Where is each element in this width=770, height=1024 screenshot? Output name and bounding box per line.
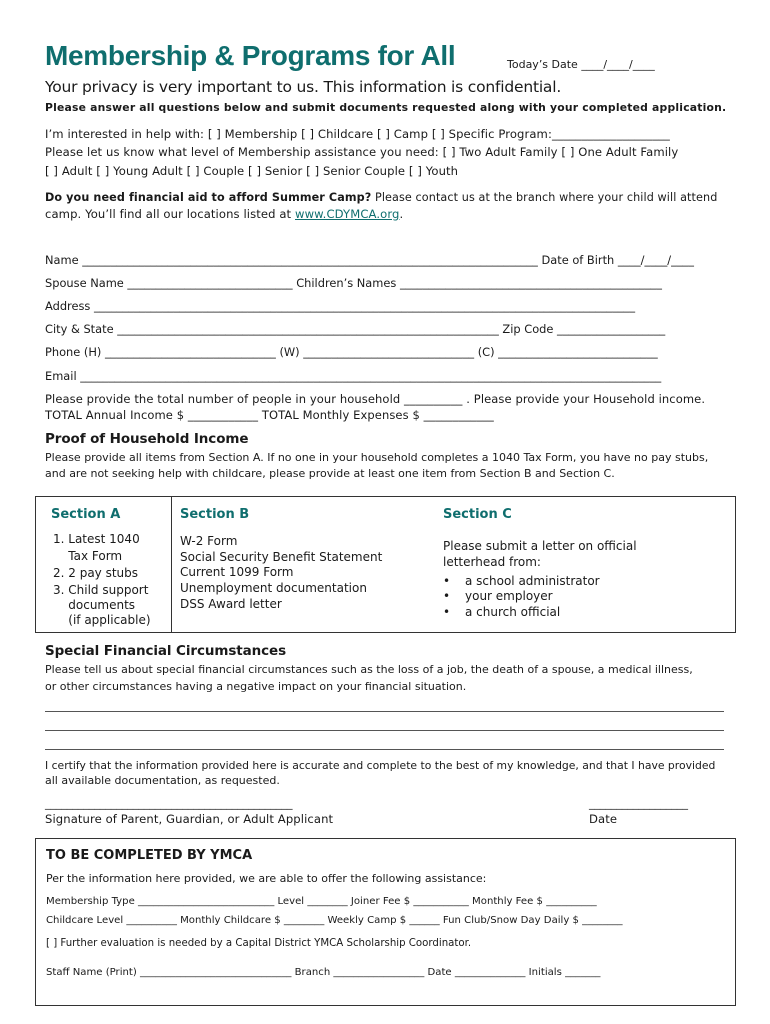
further-evaluation-checkbox[interactable]: [ ] Further evaluation is needed by a Capital District YMCA Scholarship Coordinator. [46,938,472,949]
camp-question-text: Please contact us at the branch where your child will attend [371,191,718,204]
ymca-row-2[interactable]: Childcare Level __________ Monthly Childcare $ ________ Weekly Camp $ ______ Fun Club/Snow Day Daily $ ________ [46,915,623,926]
todays-date-field[interactable]: Today’s Date ____/____/____ [507,58,655,71]
signature-label: Signature of Parent, Guardian, or Adult Applicant [45,812,334,826]
special-answer-line[interactable] [45,749,724,750]
email-field[interactable]: Email ______________________________________________________________________________________________________ [45,369,662,383]
bullet-icon: • [443,589,451,603]
section-a-item: documents [53,598,136,612]
section-c-item-label: a school administrator [465,574,600,588]
section-a-item: 1. Latest 1040 [53,532,140,546]
ymca-row-1[interactable]: Membership Type ___________________________ Level ________ Joiner Fee $ ___________ Monthly Fee $ __________ [46,896,597,907]
section-c-item-label: your employer [465,589,553,603]
special-text-2: or other circumstances having a negative impact on your financial situation. [45,680,467,693]
instructions: Please answer all questions below and submit documents requested along with your completed application. [45,101,727,114]
spouse-field[interactable]: Spouse Name _____________________________ Children’s Names ______________________________________________ [45,276,662,290]
ymca-intro: Per the information here provided, we are able to offer the following assistance: [46,872,487,885]
section-b-item: Social Security Benefit Statement [180,550,383,564]
address-field[interactable]: Address _______________________________________________________________________________________________ [45,299,636,313]
interest-line[interactable]: I’m interested in help with: [ ] Membership [ ] Childcare [ ] Camp [ ] Specific Program:____________________ [45,127,670,141]
privacy-statement: Your privacy is very important to us. This information is confidential. [45,78,562,96]
camp-locations-end: . [399,207,404,221]
certify-text-2: all available documentation, as requested. [45,774,280,787]
section-b-heading: Section B [180,507,250,522]
household-field[interactable]: Please provide the total number of people in your household __________ . Please provide your Household income. [45,392,706,406]
special-answer-line[interactable] [45,730,724,731]
section-c-heading: Section C [443,507,512,522]
camp-locations-text: camp. You’ll find all our locations listed at [45,207,295,221]
bullet-icon: • [443,574,451,588]
camp-question [45,191,717,204]
staff-row[interactable]: Staff Name (Print) ______________________________ Branch __________________ Date ______________ Initials _______ [46,967,601,978]
camp-locations [45,207,403,221]
section-c-text: Please submit a letter on official [443,539,637,553]
date-line[interactable]: __________________ [589,797,688,810]
section-a-heading: Section A [51,507,121,522]
ymca-heading: TO BE COMPLETED BY YMCA [46,848,253,863]
section-b-item: Unemployment documentation [180,581,367,595]
section-a-item: 3. Child support [53,583,149,597]
phone-field[interactable]: Phone (H) ______________________________ (W) ______________________________ (C) ____________________________ [45,345,658,359]
date-label: Date [589,812,618,826]
page-title: Membership & Programs for All [45,40,456,71]
special-answer-line[interactable] [45,711,724,712]
special-heading: Special Financial Circumstances [45,643,287,659]
section-c-item-label: a church official [465,605,561,619]
bullet-icon: • [443,605,451,619]
camp-question-bold: Do you need financial aid to afford Summer Camp? [45,191,372,204]
section-c-item [443,605,561,619]
membership-type-line[interactable]: [ ] Adult [ ] Young Adult [ ] Couple [ ] Senior [ ] Senior Couple [ ] Youth [45,164,459,178]
name-field[interactable]: Name ________________________________________________________________________________ Date of Birth ____/____/____ [45,253,694,267]
proof-text-1: Please provide all items from Section A. If no one in your household completes a 1040 Tax Form, you have no pay stubs, [45,451,709,464]
totals-field[interactable]: TOTAL Annual Income $ ____________ TOTAL Monthly Expenses $ ____________ [45,408,494,422]
section-b-item: W-2 Form [180,534,238,548]
city-state-field[interactable]: City & State ___________________________________________________________________ Zip Code ___________________ [45,322,666,336]
section-c-item [443,574,600,588]
signature-line[interactable]: _____________________________________________ [45,797,293,810]
special-text-1: Please tell us about special financial circumstances such as the loss of a job, the death of a spouse, a medical illness, [45,663,693,676]
cdymca-link[interactable]: www.CDYMCA.org [295,207,400,221]
section-b-item: DSS Award letter [180,597,282,611]
proof-heading: Proof of Household Income [45,431,249,447]
membership-level-line[interactable]: Please let us know what level of Membership assistance you need: [ ] Two Adult Family [ ] One Adult Family [45,145,679,159]
section-c-item [443,589,553,603]
section-c-text: letterhead from: [443,555,541,569]
certify-text-1: I certify that the information provided here is accurate and complete to the best of my knowledge, and that I have provided [45,759,716,772]
section-a-item: (if applicable) [53,613,151,627]
section-b-item: Current 1099 Form [180,565,294,579]
section-a-item: Tax Form [53,549,123,563]
section-a-item: 2. 2 pay stubs [53,566,139,580]
proof-text-2: and are not seeking help with childcare, please provide at least one item from Section B and Section C. [45,467,615,480]
